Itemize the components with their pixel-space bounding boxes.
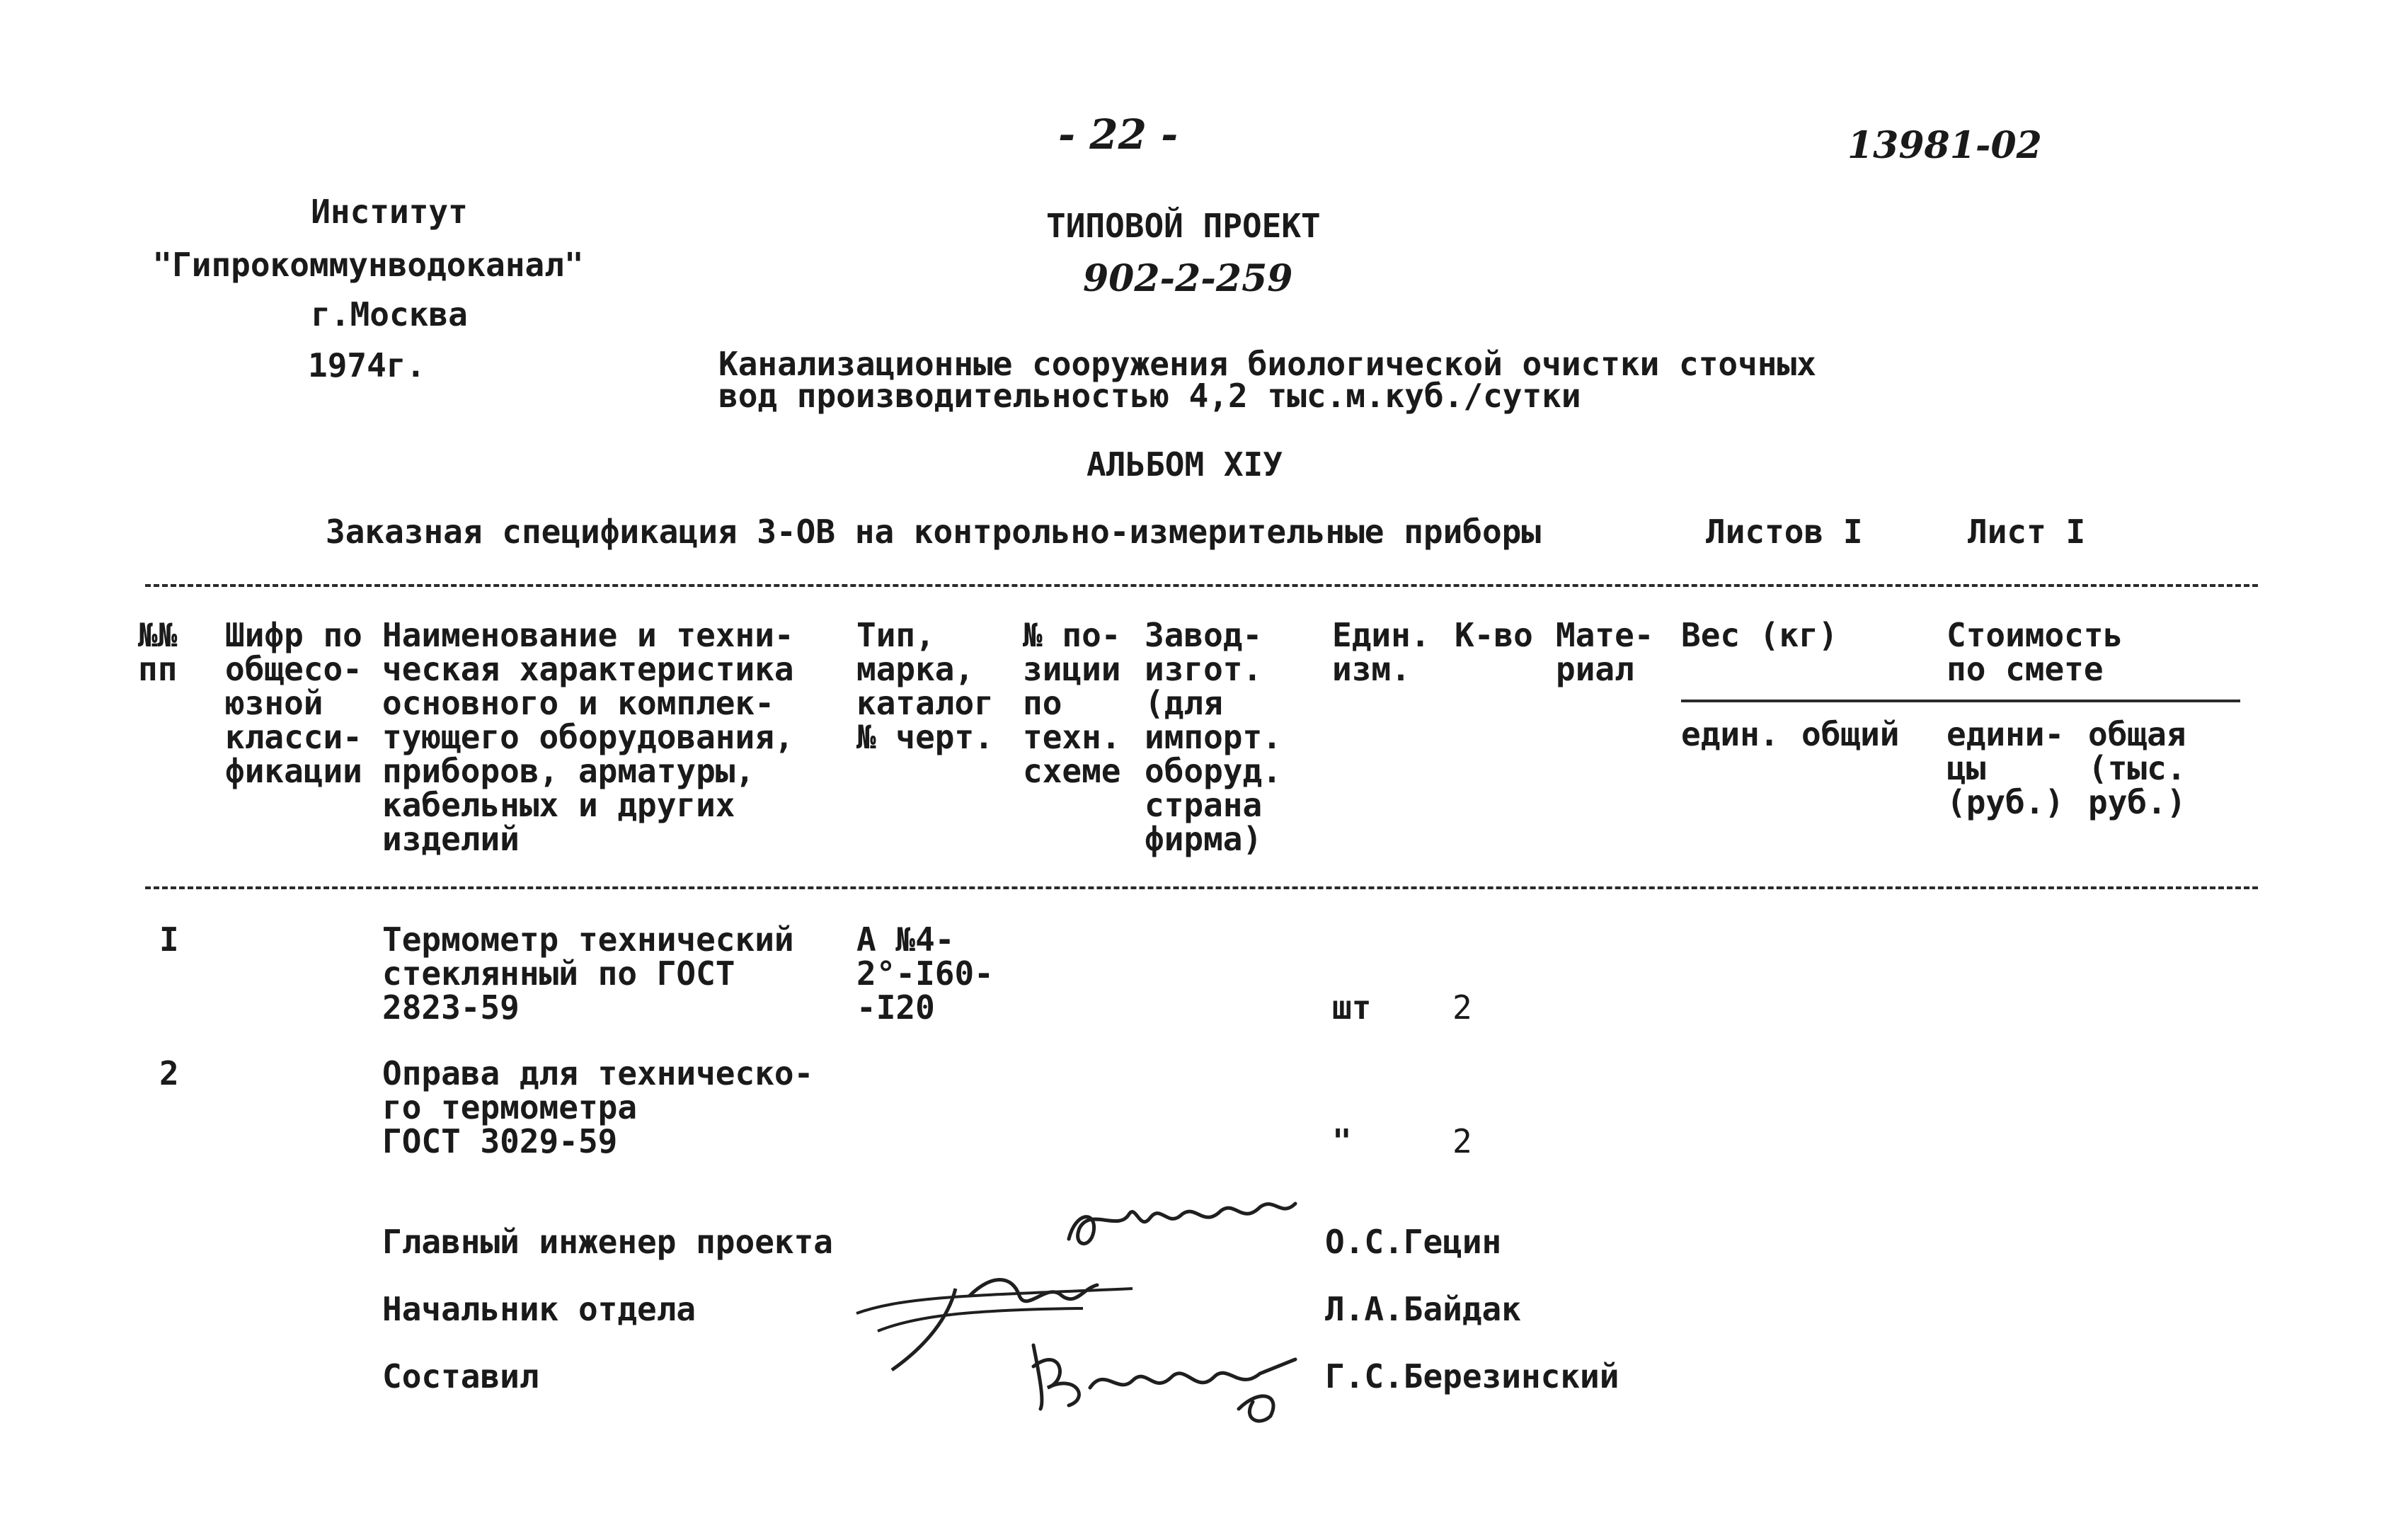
header-cipher: Шифр по общесо- юзной класси- фикации — [225, 616, 362, 790]
header-name: Наименование и техни- ческая характеристика основного и комплек- тующего оборудования, приборов, арматуры, кабельных и других изделий — [382, 616, 794, 858]
header-sub-rule — [1681, 700, 2240, 702]
row-name: Термометр технический стеклянный по ГОСТ 2823-59 — [382, 920, 794, 1027]
header-num: №№ пп — [138, 616, 178, 688]
row-unit: шт — [1332, 988, 1372, 1027]
spec-title: Заказная спецификация 3-ОВ на контрольно-измерительные приборы — [326, 513, 1542, 551]
institute-name: Институт — [311, 193, 468, 231]
sheet-number: Лист I — [1968, 513, 2086, 551]
header-material: Мате- риал — [1556, 616, 1654, 688]
row-qty: 2 — [1452, 988, 1472, 1027]
row-num: 2 — [159, 1054, 179, 1092]
signature-role: Составил — [382, 1357, 539, 1395]
header-unit: Един. изм. — [1332, 616, 1431, 688]
header-weight-unit: един. — [1681, 715, 1779, 753]
institute-city: г.Москва — [311, 295, 468, 333]
header-weight: Вес (кг) — [1681, 616, 1838, 654]
header-qty: К-во — [1455, 616, 1533, 654]
project-description-1: Канализационные сооружения биологической очистки сточных — [718, 345, 1816, 383]
signature-name: Л.А.Байдак — [1325, 1290, 1521, 1328]
handwritten-signature-3 — [1026, 1331, 1324, 1423]
row-name: Оправа для техническо- го термометра ГОСТ 3029-59 — [382, 1054, 814, 1160]
signature-role: Главный инженер проекта — [382, 1223, 833, 1261]
sheets-count: Листов I — [1706, 513, 1863, 551]
row-num: I — [159, 920, 179, 959]
project-label: ТИПОВОЙ ПРОЕКТ — [1046, 207, 1321, 245]
table-header-bottom-rule — [145, 886, 2258, 889]
document-number: 13981-02 — [1847, 124, 2042, 167]
row-type: А №4- 2°-I60- -I20 — [856, 920, 994, 1027]
header-weight-total: общий — [1801, 715, 1900, 753]
project-code: 902-2-259 — [1083, 257, 1293, 300]
table-top-rule — [145, 584, 2258, 587]
signature-name: Г.С.Березинский — [1325, 1357, 1619, 1395]
row-unit: " — [1332, 1122, 1352, 1160]
header-cost-total: общая (тыс. руб.) — [2088, 715, 2186, 821]
signature-name: О.С.Гецин — [1325, 1223, 1502, 1261]
signature-role: Начальник отдела — [382, 1290, 696, 1328]
project-description-2: вод производительностью 4,2 тыс.м.куб./сутки — [718, 377, 1581, 415]
album-title: АЛЬБОМ XIУ — [1087, 445, 1283, 484]
institute-org: "Гипрокоммунводоканал" — [152, 246, 584, 284]
row-qty: 2 — [1452, 1122, 1472, 1160]
header-position: № по- зиции по техн. схеме — [1023, 616, 1121, 790]
page-number: - 22 - — [1058, 110, 1179, 159]
institute-year: 1974г. — [308, 346, 426, 384]
header-cost: Стоимость по смете — [1947, 616, 2123, 688]
header-type: Тип, марка, каталог № черт. — [856, 616, 994, 756]
header-manufacturer: Завод- изгот. (для импорт. оборуд. страна фирма) — [1145, 616, 1282, 858]
header-cost-unit: едини- цы (руб.) — [1947, 715, 2065, 821]
